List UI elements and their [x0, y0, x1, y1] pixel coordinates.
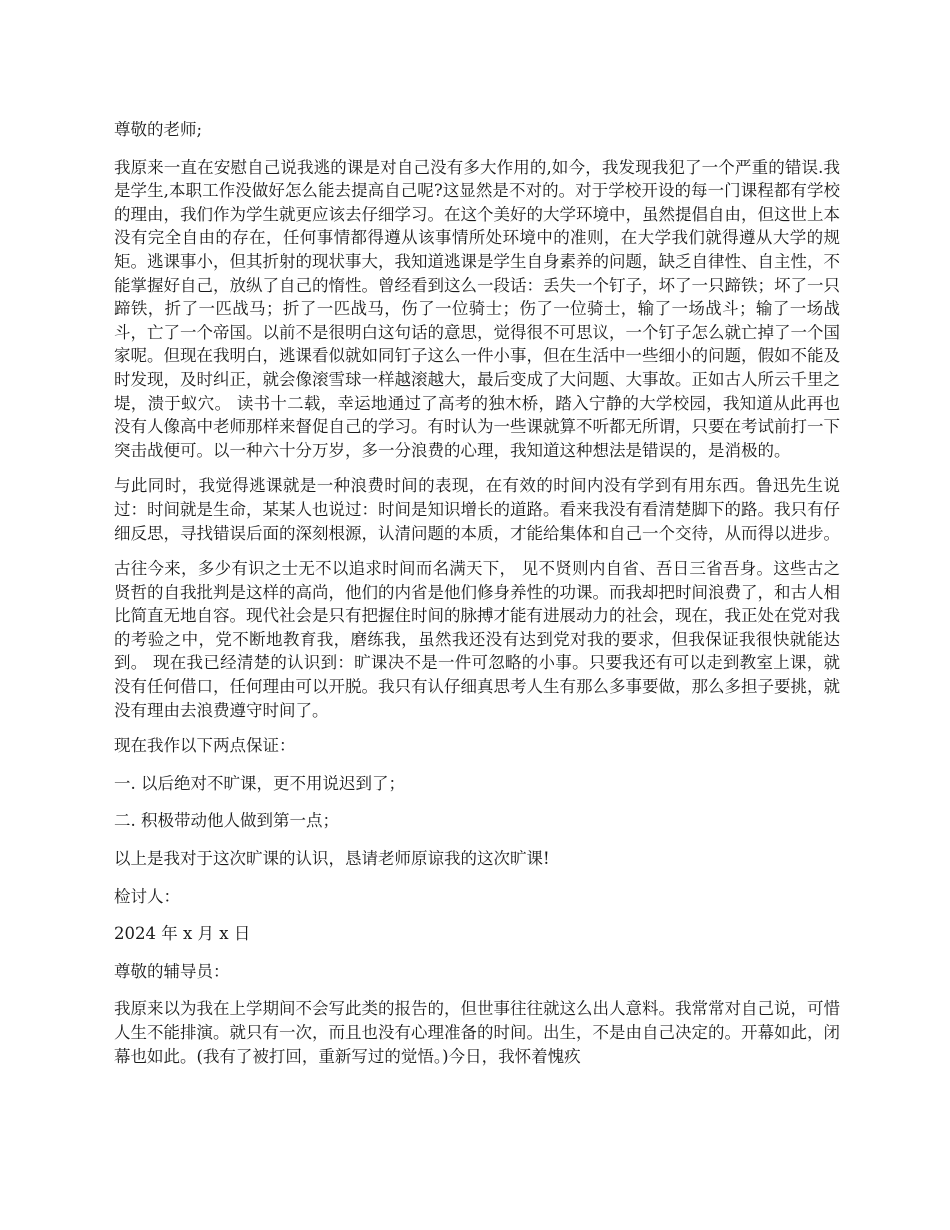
signer-line: 检讨人： [114, 886, 180, 906]
body-paragraph-2: 与此同时，我觉得逃课就是一种浪费时间的表现，在有效的时间内没有学到有用东西。鲁迅先生说过：时间就是生命，某某人也说过：时间是知识增长的道路。看来我没有看清楚脚下的路。我只有仔细反思，寻找错误后面的深刻根源，认清问题的本质，才能给集体和自己一个交待，从而得以进步。 [114, 476, 840, 543]
pledge-item-1: 一. 以后绝对不旷课，更不用说迟到了； [114, 773, 405, 793]
body-paragraph-3: 古往今来，多少有识之士无不以追求时间而名满天下， 见不贤则内自省、吾日三省吾身。这些古之贤哲的自我批判是这样的高尚，他们的内省是他们修身养性的功课。而我却把时间浪费了，和古人相比简直无地自容。现代社会是只有把握住时间的脉搏才能有进展动力的社会，现在，我正处在党对我的考验之中，党不断地教育我，磨练我，虽然我还没有达到党对我的要求，但我保证我很快就能达到。 现在我已经清楚的认识到：旷课决不是一件可忽略的小事。只要我还有可以走到教室上课，就没有任何借口，任何理由可以开脱。我只有认仔细真思考人生有那么多事要做，那么多担子要挑，就没有理由去浪费遵守时间了。 [114, 559, 840, 720]
greeting-teacher: 尊敬的老师; [114, 120, 203, 139]
date-line: 2024 年 x 月 x 日 [114, 924, 251, 944]
greeting-counselor: 尊敬的辅导员： [114, 961, 230, 981]
pledge-item-2: 二. 积极带动他人做到第一点； [114, 811, 339, 831]
body-paragraph-4: 我原来以为我在上学期间不会写此类的报告的，但世事往往就这么出人意料。我常常对自己说，可惜人生不能排演。就只有一次，而且也没有心理准备的时间。出生，不是由自己决定的。开幕如此，闭幕也如此。(我有了被打回，重新写过的觉悟。)今日，我怀着愧疚 [114, 999, 840, 1066]
document-page [114, 118, 840, 1080]
body-paragraph-1: 我原来一直在安慰自己说我逃的课是对自己没有多大作用的,如今，我发现我犯了一个严重的错误.我是学生,本职工作没做好怎么能去提高自己呢?这显然是不对的。对于学校开设的每一门课程都有学校的理由，我们作为学生就更应该去仔细学习。在这个美好的大学环境中，虽然提倡自由，但这世上本没有完全自由的存在，任何事情都得遵从该事情所处环境中的准则，在大学我们就得遵从大学的规矩。逃课事小，但其折射的现状事大，我知道逃课是学生自身素养的问题，缺乏自律性、自主性，不能掌握好自己，放纵了自己的惰性。曾经看到这么一段话：丢失一个钉子，坏了一只蹄铁；坏了一只蹄铁，折了一匹战马；折了一匹战马，伤了一位骑士；伤了一位骑士，输了一场战斗；输了一场战斗，亡了一个帝国。以前不是很明白这句话的意思，觉得很不可思议，一个钉子怎么就亡掉了一个国家呢。但现在我明白，逃课看似就如同钉子这么一件小事，但在生活中一些细小的问题，假如不能及时发现，及时纠正，就会像滚雪球一样越滚越大，最后变成了大问题、大事故。正如古人所云千里之堤，溃于蚁穴。 读书十二载，幸运地通过了高考的独木桥，踏入宁静的大学校园，我知道从此再也没有人像高中老师那样来督促自己的学习。有时认为一些课就算不听都无所谓，只要在考试前打一下突击战便可。以一种六十分万岁，多一分浪费的心理，我知道这种想法是错误的，是消极的。 [114, 157, 840, 460]
pledge-intro: 现在我作以下两点保证： [114, 736, 296, 756]
closing-line: 以上是我对于这次旷课的认识，恳请老师原谅我的这次旷课! [114, 849, 550, 869]
